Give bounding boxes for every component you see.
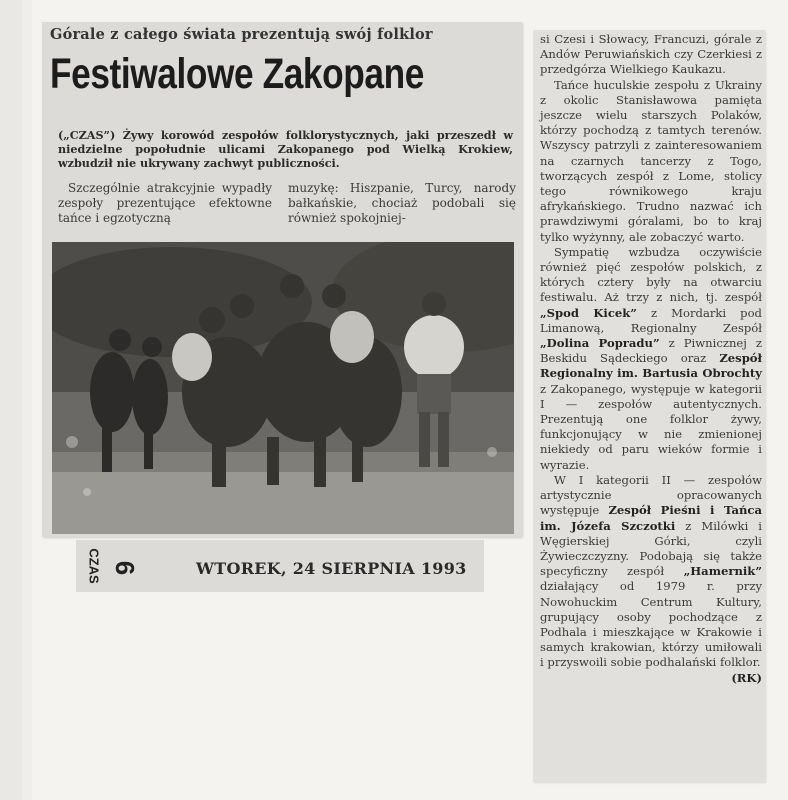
ensemble-szczotki: Zespół Pieśni i Tańca im. Józefa Szczotki xyxy=(540,503,762,533)
article-headline: Festiwalowe Zakopane xyxy=(50,50,424,98)
paragraph-2-text: Tańce huculskie zespołu z Ukrainy z okolic Stanisławowa pamięta jeszcze wielu starszych Polaków, którzy pochodzą z tamtych terenów. Wszyscy patrzyli z zainteresowaniem na czarnych tancerzy z Togo, tworzących zespół z Lome, stolicy tego równikowego kraju afrykańskiego. Trudno nazwać ich prawdziwymi góralami, bo to kraj tylko wyżynny, ale zobaczyć warto. xyxy=(540,77,762,244)
issue-date: WTOREK, 24 SIERPNIA 1993 xyxy=(196,559,467,578)
p4-text-d: działający od 1979 r. przy Nowohuckim Centrum Kultury, grupujący osoby pochodzące z Podhala i mieszkające w Krakowie i samych krakowian, którzy umiłowali i przyswoili sobie podhalański folklor. xyxy=(540,579,762,670)
article-kicker: Górale z całego świata prezentują swój folklor xyxy=(50,26,433,43)
p4-text-c: z Milówki i Węgierskiej Górki, czyli Żywieczczyzny. Podobają się także specyficzny zespół xyxy=(540,518,762,579)
paragraph-4 xyxy=(540,472,762,685)
dancers-photo-illustration xyxy=(52,242,514,534)
p4-text-a: W I kategorii II — zespołów artystycznie opracowanych występuje xyxy=(540,472,762,518)
paragraph-3 xyxy=(540,245,762,473)
album-page-edge xyxy=(0,0,23,800)
album-page-edge-inner xyxy=(22,0,32,800)
ensemble-dolina-popradu: „Dolina Popradu” xyxy=(540,336,660,351)
p3-text-a: Sympatię wzbudza oczywiście również pięć zespołów polskich, z których cztery były na otwarciu festiwalu. Aż trzy z nich, tj. zespół xyxy=(540,244,762,305)
article-continuation xyxy=(540,32,762,686)
p3-text-d: z Piwnicznej z Beskidu Sądeckiego oraz xyxy=(540,336,762,366)
p3-text-c: z Mordarki pod Limanową, Regionalny Zespół xyxy=(540,305,762,335)
p3-text-e: z Zakopanego, występuje w kategorii I — zespołów autentycznych. Prezentują one folklor żywy, funkcjonujący w nie zmienionej niekiedy od paru wieków formie i wyrazie. xyxy=(540,381,762,472)
dancers-photo xyxy=(52,242,514,534)
author-signature: (RK) xyxy=(731,670,762,685)
page-number: 6 xyxy=(110,560,140,576)
ensemble-hamernik: „Hamernik” xyxy=(683,564,762,579)
masthead-logo xyxy=(80,540,106,592)
ensemble-obrochty: Zespół Regionalny im. Bartusia Obrochty xyxy=(540,351,762,381)
paragraph-2 xyxy=(540,78,762,245)
paragraph-1-text: si Czesi i Słowacy, Francuzi, górale z Andów Peruwiańskich czy Czerkiesi z przedgórza Wielkiego Kaukazu. xyxy=(540,32,762,77)
article-column-1: Szczególnie atrakcyjnie wypadły zespoły prezentujące efektowne tańce i egzotyczną xyxy=(58,181,272,225)
ensemble-spod-kicek: „Spod Kicek” xyxy=(540,305,637,320)
article-lead: („CZAS”) Żywy korowód zespołów folklorystycznych, jaki przeszedł w niedzielne popołudnie ulicami Zakopanego pod Wielką Krokiew, wzbudził nie ukrywany zachwyt publiczności. xyxy=(58,128,513,170)
paragraph-1 xyxy=(540,32,762,78)
masthead-text: CZAS xyxy=(86,548,102,584)
article-column-2: muzykę: Hiszpanie, Turcy, narody bałkańskie, chociaż podobali się również spokojniej- xyxy=(288,181,516,225)
